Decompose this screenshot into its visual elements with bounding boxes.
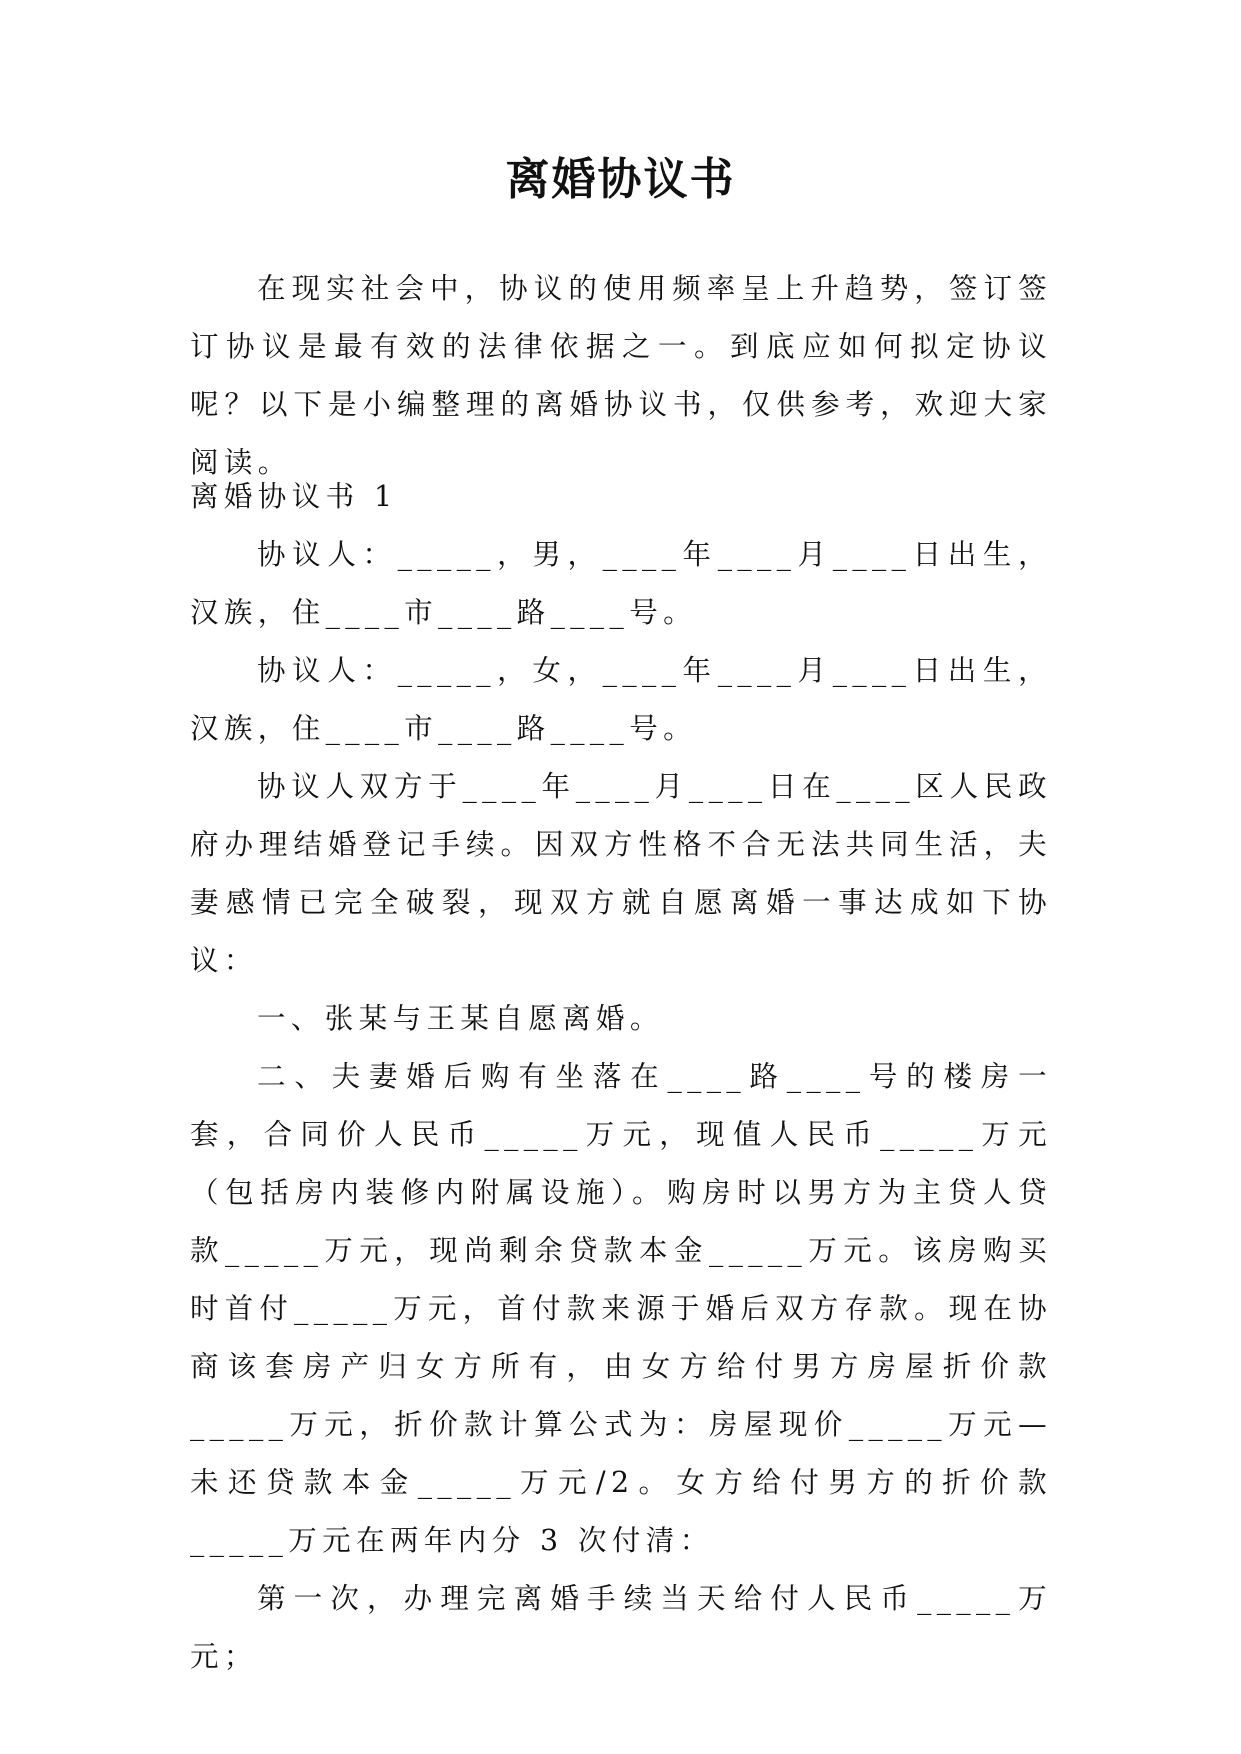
- intro-block: [190, 260, 1052, 492]
- clause-paragraph: 第一次，办理完离婚手续当天给付人民币_____万元；: [190, 1582, 1052, 1673]
- clause-paragraph: 协议人双方于____年____月____日在____区人民政府办理结婚登记手续。因双方性格不合无法共同生活，夫妻感情已完全破裂，现双方就自愿离婚一事达成如下协议：: [190, 770, 1052, 977]
- clause-paragraph: 一、张某与王某自愿离婚。: [257, 1002, 664, 1035]
- intro-paragraph: 在现实社会中，协议的使用频率呈上升趋势，签订签订协议是最有效的法律依据之一。到底应如何拟定协议呢？以下是小编整理的离婚协议书，仅供参考，欢迎大家阅读。: [190, 272, 1052, 479]
- clause-paragraph: 二、夫妻婚后购有坐落在____路____号的楼房一套，合同价人民币_____万元，现值人民币_____万元（包括房内装修内附属设施）。购房时以男方为主贷人贷款_____万元，现尚剩余贷款本金_____万元。该房购买时首付_____万元，首付款来源于婚后双方存款。现在协商该套房产归女方所有，由女方给付男方房屋折价款_____万元，折价款计算公式为：房屋现价_____万元—未还贷款本金_____万元/2。女方给付男方的折价款_____万元在两年内分 3 次付清：: [190, 1060, 1052, 1557]
- clause-paragraph: 协议人：_____，女，____年____月____日出生，汉族，住____市____路____号。: [190, 654, 1052, 745]
- agreement-block: [190, 468, 1052, 1686]
- document-title: 离婚协议书: [505, 154, 736, 205]
- clause-paragraph: 协议人：_____，男，____年____月____日出生，汉族，住____市____路____号。: [190, 538, 1052, 629]
- section-heading: 离婚协议书 1: [190, 480, 398, 513]
